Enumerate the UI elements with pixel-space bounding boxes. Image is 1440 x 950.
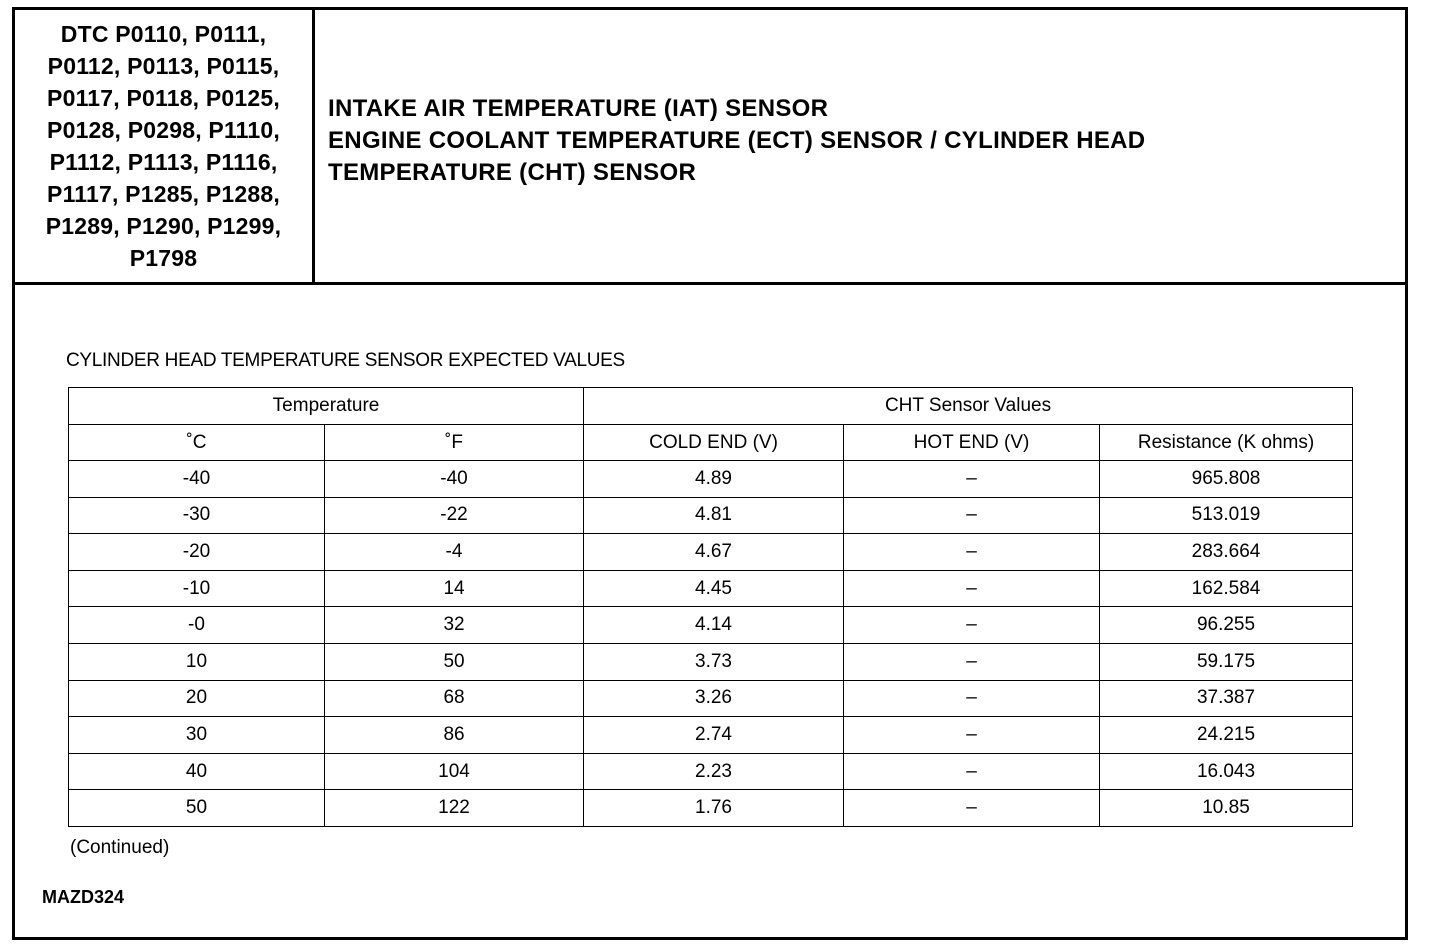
column-header-resistance: Resistance (K ohms)	[1100, 425, 1353, 461]
hot-end-cell: –	[844, 534, 1100, 571]
resistance-cell: 37.387	[1100, 680, 1353, 717]
section-title-line: ENGINE COOLANT TEMPERATURE (ECT) SENSOR / CYLINDER HEAD	[328, 127, 1146, 154]
table-row	[69, 570, 1353, 607]
table-row	[69, 643, 1353, 680]
expected-values-table	[68, 387, 1353, 827]
hot-end-cell: –	[844, 570, 1100, 607]
cold-end-cell: 2.23	[584, 753, 844, 790]
cold-end-cell: 4.14	[584, 607, 844, 644]
celsius-cell: -0	[69, 607, 325, 644]
fahrenheit-cell: 50	[325, 643, 584, 680]
dtc-line: P1798	[129, 245, 198, 271]
column-header-fahrenheit: ˚F	[325, 425, 584, 461]
dtc-line: DTC P0110, P0111,	[60, 21, 267, 47]
fahrenheit-cell: 14	[325, 570, 584, 607]
hot-end-cell: –	[844, 643, 1100, 680]
table-row	[69, 461, 1353, 498]
hot-end-cell: –	[844, 790, 1100, 827]
cold-end-cell: 2.74	[584, 717, 844, 754]
group-header-row	[69, 388, 1353, 425]
celsius-cell: 30	[69, 717, 325, 754]
celsius-cell: -10	[69, 570, 325, 607]
fahrenheit-cell: -4	[325, 534, 584, 571]
dtc-line: P1117, P1285, P1288,	[47, 181, 280, 207]
dtc-line: P0128, P0298, P1110,	[47, 117, 280, 143]
cold-end-cell: 4.45	[584, 570, 844, 607]
continued-note: (Continued)	[70, 837, 170, 858]
fahrenheit-cell: 86	[325, 717, 584, 754]
hot-end-cell: –	[844, 680, 1100, 717]
resistance-cell: 513.019	[1100, 497, 1353, 534]
table-row	[69, 680, 1353, 717]
resistance-cell: 59.175	[1100, 643, 1353, 680]
celsius-cell: 20	[69, 680, 325, 717]
group-header-cht-values: CHT Sensor Values	[584, 388, 1353, 425]
section-title-cell	[315, 10, 1405, 282]
table-row	[69, 790, 1353, 827]
fahrenheit-cell: -22	[325, 497, 584, 534]
resistance-cell: 10.85	[1100, 790, 1353, 827]
column-header-hot-end: HOT END (V)	[844, 425, 1100, 461]
cold-end-cell: 3.73	[584, 643, 844, 680]
celsius-cell: 40	[69, 753, 325, 790]
cold-end-cell: 3.26	[584, 680, 844, 717]
column-header-celsius: ˚C	[69, 425, 325, 461]
celsius-cell: -30	[69, 497, 325, 534]
header-row	[15, 10, 1405, 285]
cold-end-cell: 4.67	[584, 534, 844, 571]
dtc-line: P0117, P0118, P0125,	[47, 85, 280, 111]
resistance-cell: 96.255	[1100, 607, 1353, 644]
resistance-cell: 162.584	[1100, 570, 1353, 607]
resistance-cell: 965.808	[1100, 461, 1353, 498]
table-row	[69, 534, 1353, 571]
dtc-line: P0112, P0113, P0115,	[47, 53, 280, 79]
cold-end-cell: 1.76	[584, 790, 844, 827]
fahrenheit-cell: 32	[325, 607, 584, 644]
cold-end-cell: 4.81	[584, 497, 844, 534]
section-title-line: INTAKE AIR TEMPERATURE (IAT) SENSOR	[328, 95, 829, 122]
table-row	[69, 497, 1353, 534]
fahrenheit-cell: 68	[325, 680, 584, 717]
hot-end-cell: –	[844, 497, 1100, 534]
hot-end-cell: –	[844, 607, 1100, 644]
hot-end-cell: –	[844, 753, 1100, 790]
resistance-cell: 283.664	[1100, 534, 1353, 571]
figure-code: MAZD324	[42, 887, 125, 907]
hot-end-cell: –	[844, 717, 1100, 754]
cold-end-cell: 4.89	[584, 461, 844, 498]
table-row	[69, 717, 1353, 754]
group-header-temperature: Temperature	[69, 388, 584, 425]
table-body	[69, 461, 1353, 827]
section-title-line: TEMPERATURE (CHT) SENSOR	[328, 159, 697, 186]
celsius-cell: -40	[69, 461, 325, 498]
hot-end-cell: –	[844, 461, 1100, 498]
dtc-line: P1289, P1290, P1299,	[45, 213, 282, 239]
dtc-code-cell	[15, 10, 315, 282]
resistance-cell: 16.043	[1100, 753, 1353, 790]
table-caption: CYLINDER HEAD TEMPERATURE SENSOR EXPECTED VALUES	[66, 350, 625, 371]
fahrenheit-cell: 122	[325, 790, 584, 827]
column-header-row	[69, 425, 1353, 461]
celsius-cell: 50	[69, 790, 325, 827]
celsius-cell: -20	[69, 534, 325, 571]
dtc-line: P1112, P1113, P1116,	[49, 149, 278, 175]
table-row	[69, 607, 1353, 644]
table-row	[69, 753, 1353, 790]
resistance-cell: 24.215	[1100, 717, 1353, 754]
fahrenheit-cell: 104	[325, 753, 584, 790]
celsius-cell: 10	[69, 643, 325, 680]
fahrenheit-cell: -40	[325, 461, 584, 498]
column-header-cold-end: COLD END (V)	[584, 425, 844, 461]
